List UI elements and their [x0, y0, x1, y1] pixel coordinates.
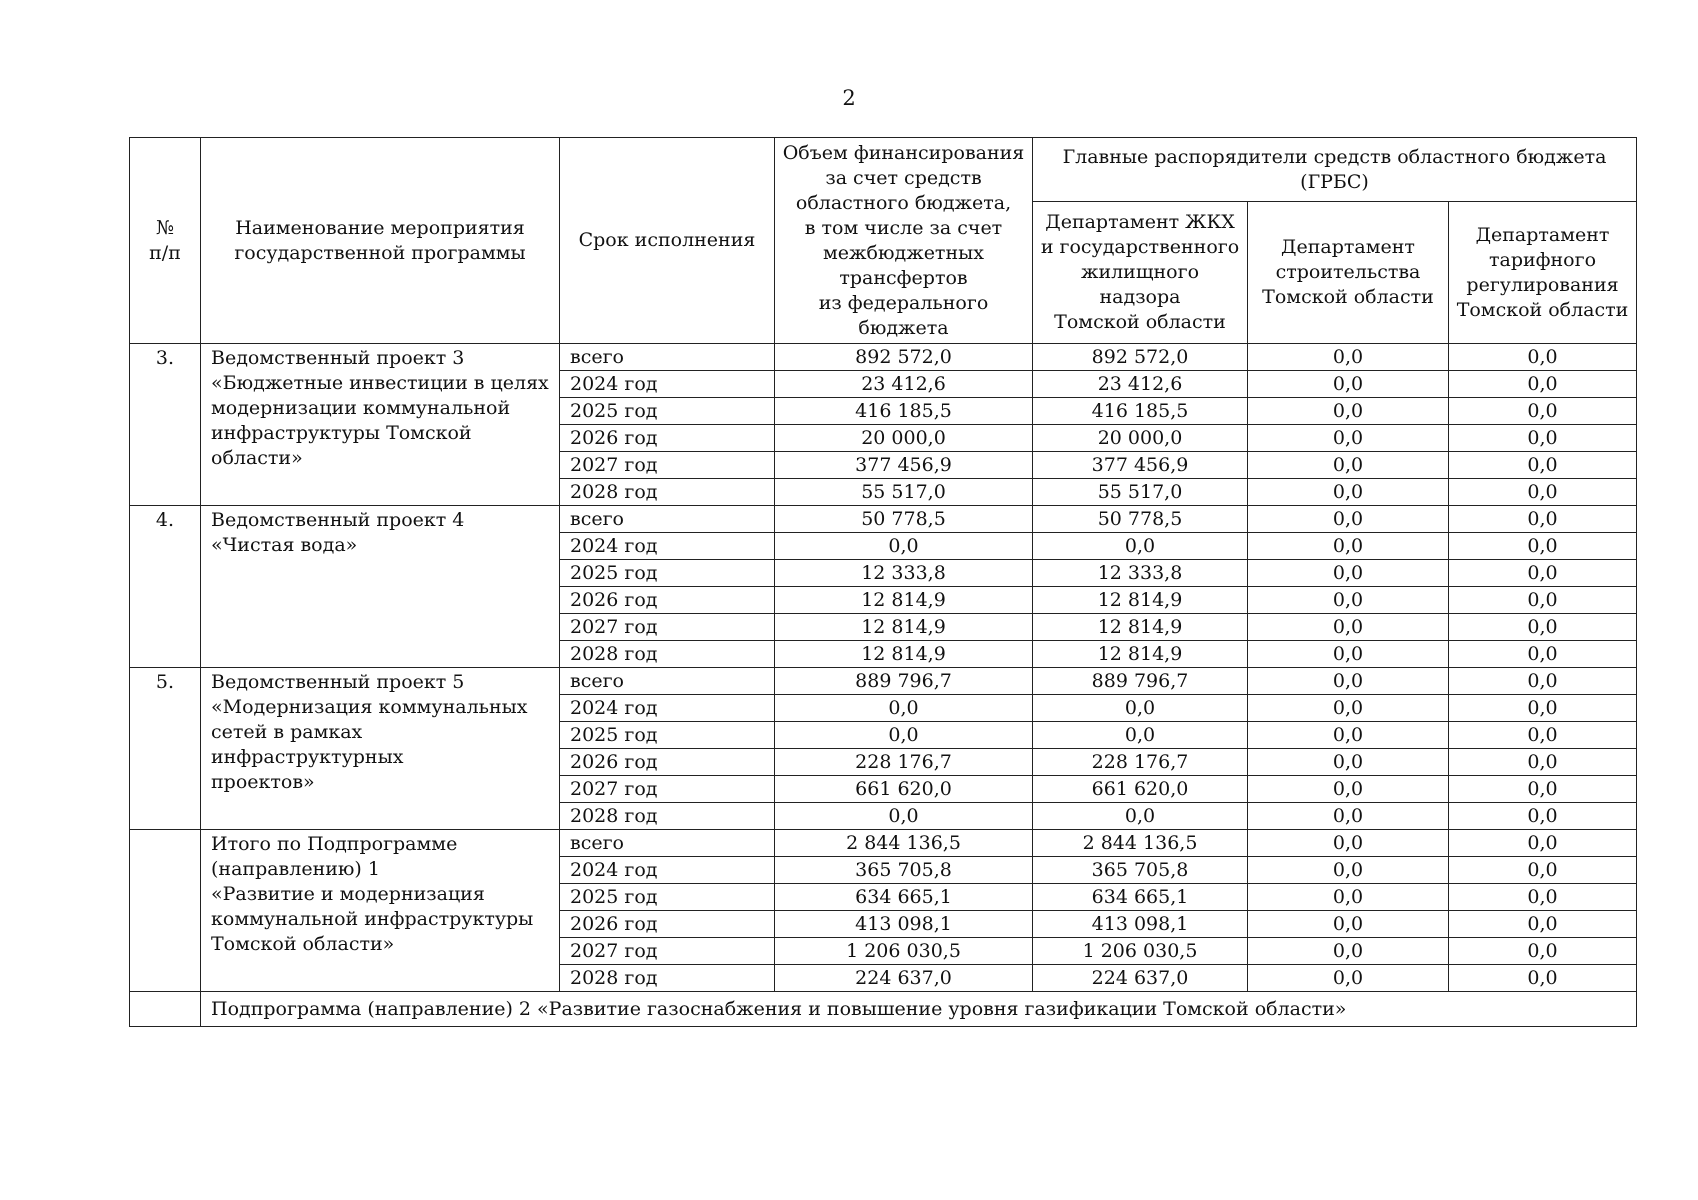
budget-table: [129, 137, 1637, 1027]
subprogram-2-title: Подпрограмма (направление) 2 «Развитие газоснабжения и повышение уровня газификации Томской области»: [201, 992, 1637, 1027]
period-cell: 2024 год: [560, 371, 775, 398]
volume-cell: 365 705,8: [775, 857, 1033, 884]
section-name-line: «Бюджетные инвестиции в целях: [211, 372, 549, 394]
period-cell: 2026 год: [560, 587, 775, 614]
volume-cell: 892 572,0: [775, 344, 1033, 371]
period-cell: 2024 год: [560, 533, 775, 560]
volume-cell: 634 665,1: [775, 884, 1033, 911]
zhkh-cell: 0,0: [1033, 695, 1248, 722]
stroy-cell: 0,0: [1248, 479, 1449, 506]
tarif-cell: 0,0: [1449, 614, 1637, 641]
stroy-cell: 0,0: [1248, 938, 1449, 965]
volume-cell: 0,0: [775, 803, 1033, 830]
volume-cell: 12 814,9: [775, 614, 1033, 641]
volume-cell: 224 637,0: [775, 965, 1033, 992]
stroy-cell: 0,0: [1248, 506, 1449, 533]
period-cell: 2025 год: [560, 398, 775, 425]
stroy-cell: 0,0: [1248, 830, 1449, 857]
header-dept-tarif: Департамент тарифного регулирования Томской области: [1449, 202, 1637, 344]
section-name-line: области»: [211, 447, 303, 469]
period-cell: 2026 год: [560, 425, 775, 452]
zhkh-cell: 2 844 136,5: [1033, 830, 1248, 857]
stroy-cell: 0,0: [1248, 695, 1449, 722]
section-number: 5.: [130, 668, 201, 830]
table-row: [130, 506, 1637, 533]
volume-cell: 413 098,1: [775, 911, 1033, 938]
tarif-cell: 0,0: [1449, 695, 1637, 722]
volume-cell: 12 814,9: [775, 587, 1033, 614]
tarif-cell: 0,0: [1449, 641, 1637, 668]
stroy-cell: 0,0: [1248, 884, 1449, 911]
stroy-cell: 0,0: [1248, 452, 1449, 479]
tarif-cell: 0,0: [1449, 857, 1637, 884]
stroy-cell: 0,0: [1248, 371, 1449, 398]
period-cell: 2028 год: [560, 479, 775, 506]
period-cell: 2028 год: [560, 965, 775, 992]
tarif-cell: 0,0: [1449, 398, 1637, 425]
tarif-cell: 0,0: [1449, 479, 1637, 506]
volume-cell: 50 778,5: [775, 506, 1033, 533]
zhkh-cell: 1 206 030,5: [1033, 938, 1248, 965]
tarif-cell: 0,0: [1449, 938, 1637, 965]
period-cell: 2028 год: [560, 641, 775, 668]
section-name: [201, 344, 560, 506]
header-dept-stroy: Департамент строительства Томской области: [1248, 202, 1449, 344]
tarif-cell: 0,0: [1449, 371, 1637, 398]
zhkh-cell: 0,0: [1033, 803, 1248, 830]
section-name-line: модернизации коммунальной: [211, 397, 511, 419]
stroy-cell: 0,0: [1248, 587, 1449, 614]
zhkh-cell: 12 333,8: [1033, 560, 1248, 587]
period-cell: 2027 год: [560, 776, 775, 803]
table-row: [130, 830, 1637, 857]
period-cell: 2027 год: [560, 614, 775, 641]
section-name-line: Ведомственный проект 5: [211, 671, 465, 693]
stroy-cell: 0,0: [1248, 722, 1449, 749]
tarif-cell: 0,0: [1449, 965, 1637, 992]
zhkh-cell: 55 517,0: [1033, 479, 1248, 506]
tarif-cell: 0,0: [1449, 587, 1637, 614]
period-cell: 2024 год: [560, 857, 775, 884]
period-cell: 2027 год: [560, 938, 775, 965]
zhkh-cell: 50 778,5: [1033, 506, 1248, 533]
stroy-cell: 0,0: [1248, 776, 1449, 803]
zhkh-cell: 12 814,9: [1033, 614, 1248, 641]
tarif-cell: 0,0: [1449, 668, 1637, 695]
stroy-cell: 0,0: [1248, 533, 1449, 560]
zhkh-cell: 889 796,7: [1033, 668, 1248, 695]
section-name: [201, 830, 560, 992]
zhkh-cell: 12 814,9: [1033, 587, 1248, 614]
header-volume: Объем финансирования за счет средств областного бюджета, в том числе за счет межбюджетных трансфертов из федерального бюджета: [775, 138, 1033, 344]
period-cell: 2027 год: [560, 452, 775, 479]
tarif-cell: 0,0: [1449, 560, 1637, 587]
section-name-line: Итого по Подпрограмме: [211, 833, 458, 855]
volume-cell: 416 185,5: [775, 398, 1033, 425]
period-cell: всего: [560, 830, 775, 857]
tarif-cell: 0,0: [1449, 452, 1637, 479]
section-number: 4.: [130, 506, 201, 668]
zhkh-cell: 0,0: [1033, 722, 1248, 749]
page-number: 2: [842, 86, 856, 110]
period-cell: 2026 год: [560, 749, 775, 776]
tarif-cell: 0,0: [1449, 425, 1637, 452]
zhkh-cell: 892 572,0: [1033, 344, 1248, 371]
stroy-cell: 0,0: [1248, 668, 1449, 695]
table-row: [130, 344, 1637, 371]
tarif-cell: 0,0: [1449, 803, 1637, 830]
zhkh-cell: 661 620,0: [1033, 776, 1248, 803]
section-name: [201, 506, 560, 668]
table-body: [130, 344, 1637, 992]
volume-cell: 0,0: [775, 695, 1033, 722]
zhkh-cell: 224 637,0: [1033, 965, 1248, 992]
stroy-cell: 0,0: [1248, 803, 1449, 830]
tarif-cell: 0,0: [1449, 830, 1637, 857]
zhkh-cell: 23 412,6: [1033, 371, 1248, 398]
stroy-cell: 0,0: [1248, 398, 1449, 425]
period-cell: всего: [560, 506, 775, 533]
zhkh-cell: 0,0: [1033, 533, 1248, 560]
volume-cell: 55 517,0: [775, 479, 1033, 506]
volume-cell: 0,0: [775, 533, 1033, 560]
tarif-cell: 0,0: [1449, 506, 1637, 533]
stroy-cell: 0,0: [1248, 560, 1449, 587]
zhkh-cell: 413 098,1: [1033, 911, 1248, 938]
zhkh-cell: 228 176,7: [1033, 749, 1248, 776]
zhkh-cell: 20 000,0: [1033, 425, 1248, 452]
section-name-line: «Чистая вода»: [211, 534, 358, 556]
tarif-cell: 0,0: [1449, 722, 1637, 749]
period-cell: 2025 год: [560, 560, 775, 587]
section-number: [130, 830, 201, 992]
period-cell: 2025 год: [560, 722, 775, 749]
period-cell: всего: [560, 344, 775, 371]
volume-cell: 0,0: [775, 722, 1033, 749]
period-cell: всего: [560, 668, 775, 695]
table-row: [130, 668, 1637, 695]
stroy-cell: 0,0: [1248, 911, 1449, 938]
section-name-line: «Развитие и модернизация: [211, 883, 485, 905]
stroy-cell: 0,0: [1248, 749, 1449, 776]
tarif-cell: 0,0: [1449, 533, 1637, 560]
volume-cell: 2 844 136,5: [775, 830, 1033, 857]
tarif-cell: 0,0: [1449, 911, 1637, 938]
volume-cell: 661 620,0: [775, 776, 1033, 803]
volume-cell: 377 456,9: [775, 452, 1033, 479]
tarif-cell: 0,0: [1449, 884, 1637, 911]
header-num: № п/п: [130, 138, 201, 344]
period-cell: 2028 год: [560, 803, 775, 830]
section-name-line: Ведомственный проект 3: [211, 347, 465, 369]
volume-cell: 889 796,7: [775, 668, 1033, 695]
header-dept-zhkh: Департамент ЖКХ и государственного жилищного надзора Томской области: [1033, 202, 1248, 344]
tarif-cell: 0,0: [1449, 344, 1637, 371]
volume-cell: 228 176,7: [775, 749, 1033, 776]
zhkh-cell: 634 665,1: [1033, 884, 1248, 911]
tarif-cell: 0,0: [1449, 749, 1637, 776]
stroy-cell: 0,0: [1248, 344, 1449, 371]
volume-cell: 20 000,0: [775, 425, 1033, 452]
zhkh-cell: 377 456,9: [1033, 452, 1248, 479]
section-name-line: сетей в рамках инфраструктурных: [211, 721, 404, 768]
volume-cell: 1 206 030,5: [775, 938, 1033, 965]
subprogram-num-cell: [130, 992, 201, 1027]
header-name: Наименование мероприятия государственной программы: [201, 138, 560, 344]
stroy-cell: 0,0: [1248, 965, 1449, 992]
section-number: 3.: [130, 344, 201, 506]
zhkh-cell: 416 185,5: [1033, 398, 1248, 425]
zhkh-cell: 365 705,8: [1033, 857, 1248, 884]
period-cell: 2025 год: [560, 884, 775, 911]
header-grbs: Главные распорядители средств областного бюджета (ГРБС): [1033, 138, 1637, 202]
section-name-line: Томской области»: [211, 933, 395, 955]
section-name-line: инфраструктуры Томской: [211, 422, 472, 444]
volume-cell: 12 333,8: [775, 560, 1033, 587]
period-cell: 2026 год: [560, 911, 775, 938]
section-name-line: Ведомственный проект 4: [211, 509, 465, 531]
volume-cell: 12 814,9: [775, 641, 1033, 668]
header-period: Срок исполнения: [560, 138, 775, 344]
section-name: [201, 668, 560, 830]
stroy-cell: 0,0: [1248, 614, 1449, 641]
section-name-line: «Модернизация коммунальных: [211, 696, 528, 718]
zhkh-cell: 12 814,9: [1033, 641, 1248, 668]
volume-cell: 23 412,6: [775, 371, 1033, 398]
stroy-cell: 0,0: [1248, 425, 1449, 452]
period-cell: 2024 год: [560, 695, 775, 722]
stroy-cell: 0,0: [1248, 641, 1449, 668]
stroy-cell: 0,0: [1248, 857, 1449, 884]
section-name-line: коммунальной инфраструктуры: [211, 908, 534, 930]
tarif-cell: 0,0: [1449, 776, 1637, 803]
section-name-line: проектов»: [211, 771, 315, 793]
section-name-line: (направлению) 1: [211, 858, 380, 880]
